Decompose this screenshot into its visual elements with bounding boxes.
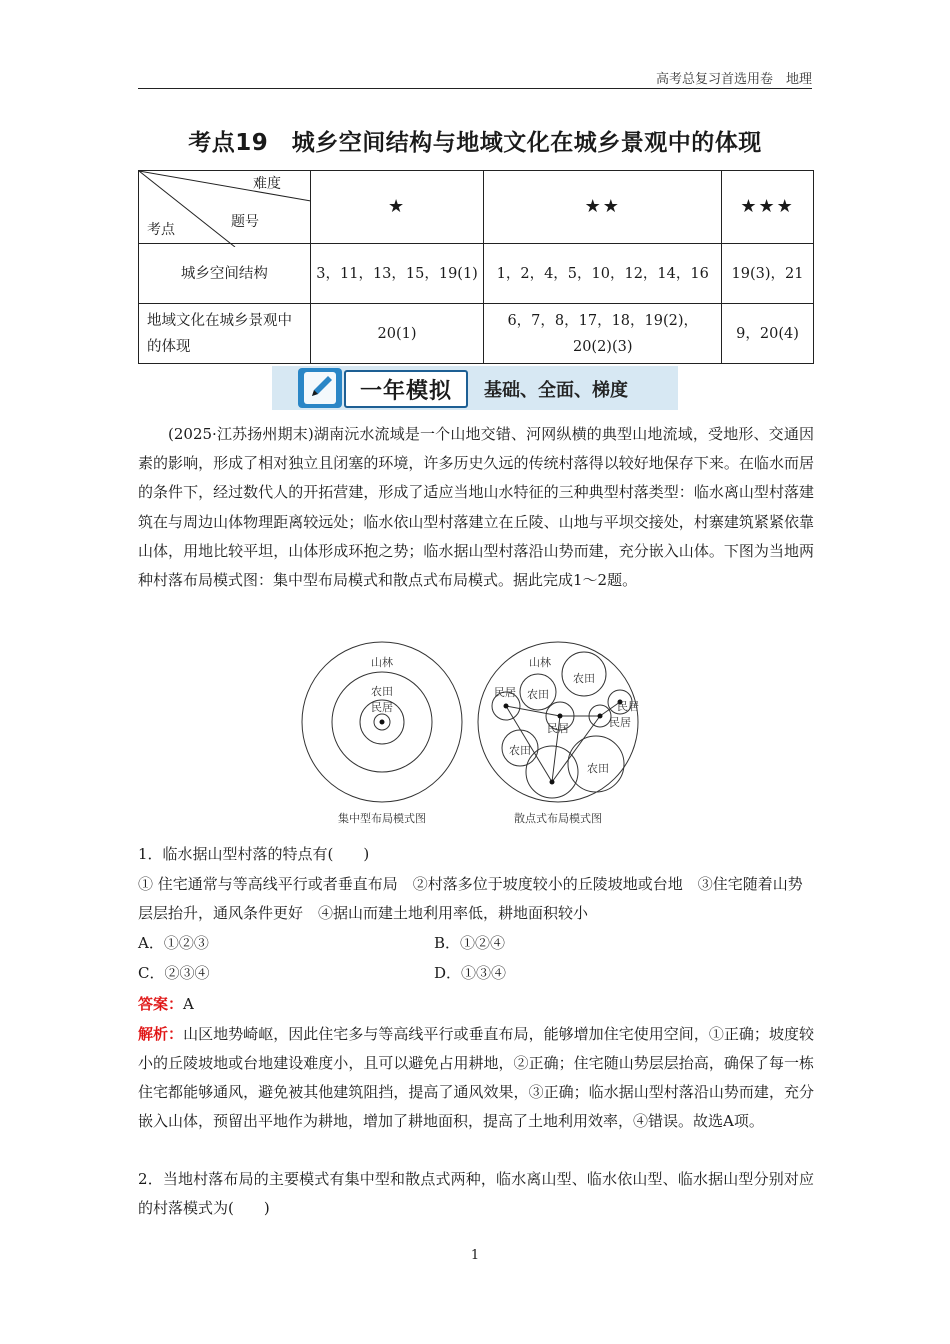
intro-paragraph: (2025·江苏扬州期末)湖南沅水流域是一个山地交错、河网纵横的典型山地流域，受地形、交通因素的影响，形成了相对独立且闭塞的环境，许多历史久远的传统村落得以较好地保存下来。在临水而居的条件下，经过数代人的开拓营建，形成了适应当地山水特征的三种典型村落类型：临水离山型村落建筑在与周边山体物理距离较远处；临水依山型村落建立在丘陵、山地与平坝交接处，村寨建筑紧紧依靠山体，用地比较平坦，山体形成环抱之势；临水据山型村落沿山势而建，充分嵌入山体。下图为当地两种村落布局模式图：集中型布局模式和散点式布局模式。据此完成1～2题。 — [138, 425, 814, 590]
forest-label: 山林 — [529, 656, 551, 669]
right-caption: 散点式布局模式图 — [514, 812, 602, 825]
corner-difficulty-label: 难度 — [253, 176, 281, 192]
farmland-label: 农田 — [587, 762, 609, 775]
farmland-label: 农田 — [527, 688, 549, 701]
residence-label: 民居 — [494, 686, 516, 699]
answer-label: 答案： — [138, 995, 184, 1013]
banner-tab-label: 一年模拟 — [359, 379, 452, 404]
farmland-label: 农田 — [371, 685, 393, 698]
level-1-header: ★ — [310, 171, 484, 244]
row-level-3: 19(3)，21 — [722, 244, 814, 304]
level-3-header: ★★★ — [722, 171, 814, 244]
pencil-icon — [298, 368, 342, 408]
farmland-label: 农田 — [509, 744, 531, 757]
row-topic: 地域文化在城乡景观中的体现 — [139, 304, 311, 364]
level-2-header: ★★ — [484, 171, 722, 244]
farmland-label: 农田 — [573, 672, 595, 685]
option-c: C．②③④ — [138, 964, 210, 982]
row-level-3: 9，20(4) — [722, 304, 814, 364]
running-header: 高考总复习首选用卷 地理 — [655, 72, 812, 87]
option-b: B．①②④ — [434, 934, 506, 952]
difficulty-table — [138, 170, 814, 364]
analysis-label: 解析： — [138, 1025, 184, 1043]
residence-label: 民居 — [617, 700, 639, 713]
analysis-paragraph — [138, 1020, 814, 1136]
residence-label: 民居 — [371, 701, 393, 714]
question-2-stem: 2．当地村落布局的主要模式有集中型和散点式两种，临水离山型、临水依山型、临水据山型分别对应的村落模式为( ) — [138, 1170, 814, 1217]
residence-label: 民居 — [609, 716, 631, 729]
row-topic: 城乡空间结构 — [139, 244, 311, 304]
option-a: A．①②③ — [138, 934, 209, 952]
page-number: 1 — [470, 1248, 480, 1263]
banner-tab — [344, 370, 468, 408]
section-banner — [272, 366, 678, 410]
banner-subtitle: 基础、全面、梯度 — [484, 380, 628, 401]
row-level-1: 20(1) — [310, 304, 484, 364]
forest-label: 山林 — [371, 656, 393, 669]
row-level-1: 3，11，13，15，19(1) — [310, 244, 484, 304]
village-layout-figure — [300, 640, 660, 830]
question-1-stem: 1．临水据山型村落的特点有( ) — [138, 845, 370, 863]
table-row — [139, 244, 814, 304]
table-corner-cell — [139, 171, 311, 244]
corner-question-label: 题号 — [231, 214, 259, 230]
row-level-2: 1，2，4，5，10，12，14，16 — [484, 244, 722, 304]
page-title: 考点19 城乡空间结构与地域文化在城乡景观中的体现 — [188, 130, 762, 156]
question-1-statements: ① 住宅通常与等高线平行或者垂直布局 ②村落多位于坡度较小的丘陵坡地或台地 ③住宅随着山势层层抬升，通风条件更好 ④据山而建土地利用率低，耕地面积较小 — [138, 875, 803, 922]
option-d: D．①③④ — [434, 964, 507, 982]
analysis-text: 山区地势崎岖，因此住宅多与等高线平行或垂直布局，能够增加住宅使用空间，①正确；坡度较小的丘陵坡地或台地建设难度小，且可以避免占用耕地，②正确；住宅随山势层层抬高，确保了每一栋住宅都能够通风，避免被其他建筑阻挡，提高了通风效果，③正确；临水据山型村落沿山势而建，充分嵌入山体，预留出平地作为耕地，增加了耕地面积，提高了土地利用效率，④错误。故选A项。 — [138, 1025, 814, 1130]
header-rule — [138, 88, 812, 89]
residence-label: 民居 — [547, 722, 569, 735]
row-level-2: 6，7，8，17，18，19(2)，20(2)(3) — [484, 304, 722, 364]
answer-line — [138, 990, 814, 1019]
corner-topic-label: 考点 — [147, 222, 175, 238]
answer-value: A — [183, 995, 194, 1013]
table-row — [139, 304, 814, 364]
left-caption: 集中型布局模式图 — [338, 812, 426, 825]
